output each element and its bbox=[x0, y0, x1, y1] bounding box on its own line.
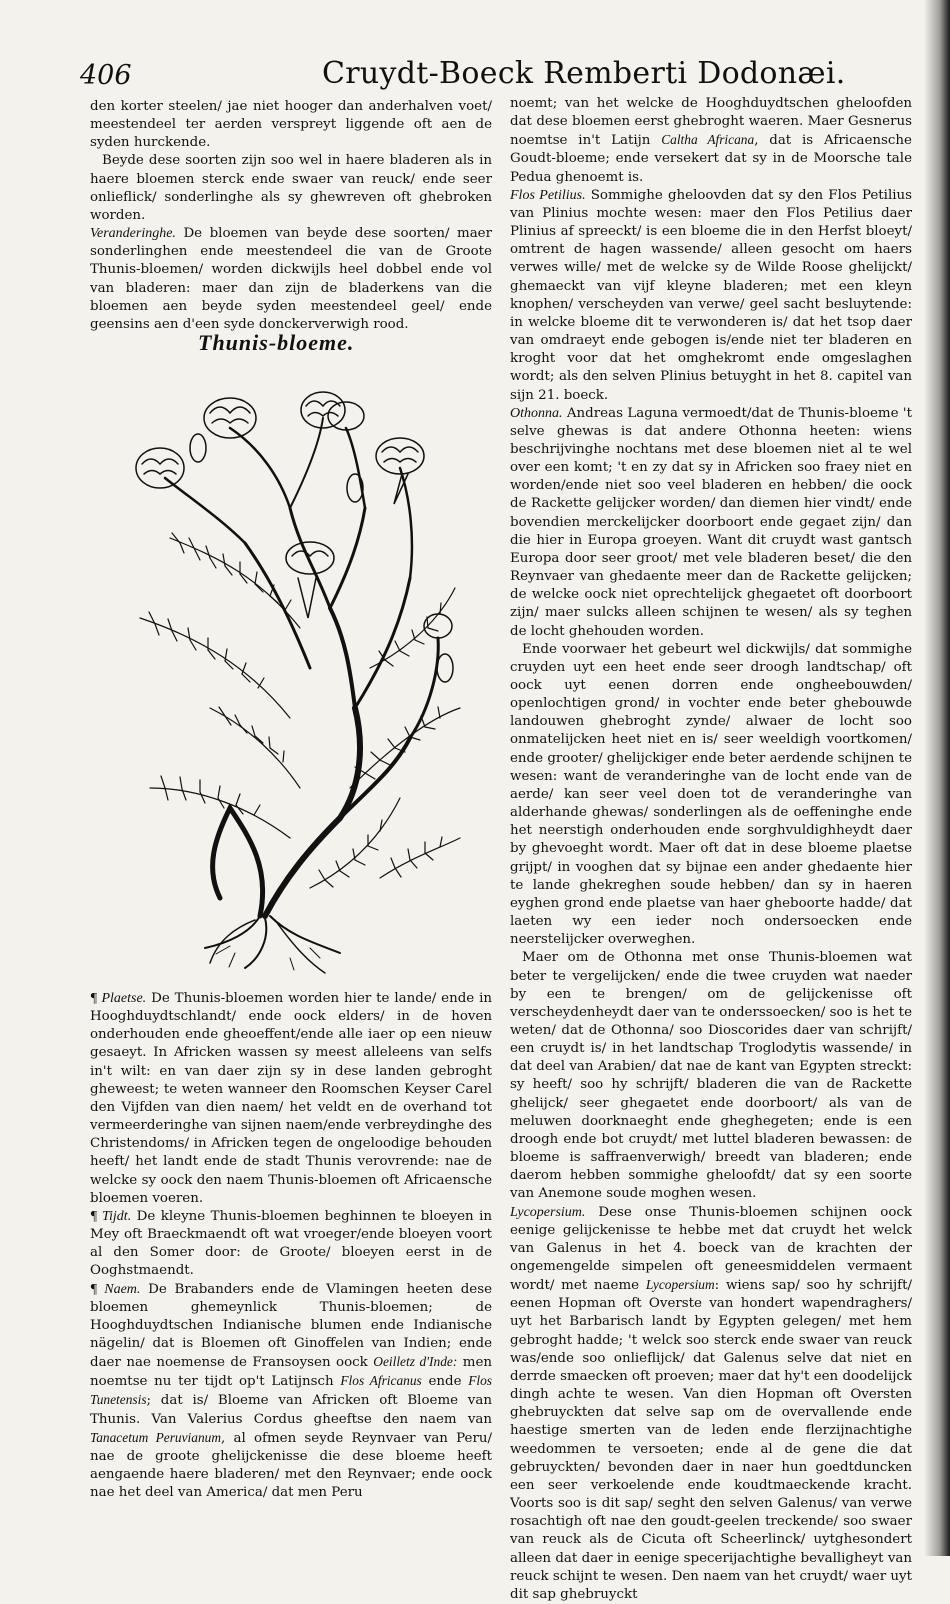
running-head: Cruydt-Boeck Remberti Dodonæi. bbox=[322, 56, 846, 91]
paragraph-maer-om: Maer om de Othonna met onse Thunis-bloemen wat beter te vergelijcken/ ende die twee cruyden wat naeder by een te brengen/ om de gelijckenisse oft verscheydenheydt daer van te onderssoecken/ soo is het te weten/ dat de Othonna/ soo Dioscorides daer van schrijft/ een cruydt is/ in het landtschap Troglodytis wassende/ in dat deel van Arabien/ dat nae de kant van Egypten streckt: sy heeft/ soo hy schrijft/ bladeren die van de Rackette ghelijck/ seer ghegaetet ende doorboort/ als van de meluwen doorknaeght ende gheghegeten; ende is een droogh ende bot cruydt/ met luttel bladeren bewassen: de bloeme is saffraenverwigh/ breedt van bladeren; ende daerom hebben sommighe gheloofdt/ dat sy een soorte van Anemone soude moghen wesen. bbox=[510, 950, 912, 1202]
paragraph-intro bbox=[510, 95, 912, 187]
paragraph-ende-voorwaer: Ende voorwaer het gebeurt wel dickwijls/ dat sommighe cruyden uyt een heet ende seer droogh landtschap/ oft oock uyt eenen dorren ende ongheebouwden/ openlochtigen grond/ in vochter ende beter ghebouwde landouwen ghebroght zynde/ alwaer de locht soo onmatelijcken heet niet en is/ seer weeldigh voortkomen/ ende grooter/ ghelijckiger ende beter aerdende schijnen te wesen: want de veranderinghe van de locht ende van de aerde/ kan seer veel doen tot de veranderinghe van alderhande ghewas/ sonderlingen als de oeffeninghe ende het neerstigh onderhouden ende sorghvuldighheydt daer by ghevoeght wordt. Maer oft dat in dese bloeme plaetse grijpt/ in vooghen dat sy bijnae een ander ghedaente hier te lande ghekreghen soude hebben/ dan sy in haeren eyghen grond ende plaetse van haer gheboorte hadde/ dat laeten wy een ieder noch ondersoecken ende neerstelijcker overweghen. bbox=[510, 641, 912, 948]
lycopersium-text-2: : wiens sap/ soo hy schrijft/ eenen Hopman oft Overste van hondert wapendraghers/ uyt het Barbarisch landt by Egypten gelegen/ met hem gebroght hadde; 't welck soo sterck ende swaer van reuck was/ende soo onlieflijck/ dat Galenus selve dat niet en derrde smaecken oft proeven; maer dat hy't een doodelijck dingh achte te wesen. Van dien Hopman oft Oversten ghebruyckten dat selve sap om de overvallende ende haestige smerten van de leden ende flerzijnachtighe weedommen te versoeten; ende al de gene die dat gebruyckten/ bevonden daer in naer hun goedtduncken een seer verkoelende ende koudtmaeckende kracht. Voorts soo is dit sap/ seght den selven Galenus/ van verwe rosachtigh oft nae den goudt-geelen treckende/ soo swaer van reuck als de Cicuta oft Scheerlinck/ uytghesondert alleen dat daer in eenige specerijachtighe bevalligheyt van reuck schijnt te wesen. Den naem van het cruydt/ waer uyt dit sap ghebruyckt bbox=[510, 1278, 912, 1602]
intro-text-2: , dat is Africaensche Goudt-bloeme; ende versekert dat sy in de Moorsche tale Pedua ghenoemt is. bbox=[510, 133, 912, 185]
margin-label-othonna: Othonna. bbox=[510, 405, 563, 421]
margin-label-lycopersium: Lycopersium. bbox=[510, 1204, 586, 1220]
paragraph-plaetse bbox=[90, 990, 492, 1208]
paragraph-lycopersium bbox=[510, 1204, 912, 1604]
othonna-text: Andreas Laguna vermoedt/dat de Thunis-bloeme 't selve ghewas is dat andere Othonna heeten: wiens beschrijvinghe nochtans met dese bloemen niet al te wel over een komt; 't en zy dat sy in Africken soo fraey niet en worden/ende niet soo veel bladeren en hebben/ die oock de Rackette gelijcker worden/ dan diemen hier vindt/ ende bovendien merckelijcker doorboort ende gegaet zijn/ dan die hier in Europa groeyen. Want dit cruydt wast gantsch Europa door seer groot/ met vele bladeren beset/ die den Reynvaer van ghedaente meer dan de Rackette gelijcken; de welcke oock niet oprechtelijck ghegaetet oft doorboort zijn/ maer sulcks alleen schijnen te wesen/ als sy teghen de locht ghehouden worden. bbox=[510, 405, 912, 639]
naem-text-1: De Brabanders ende de Vlamingen heeten dese bloemen ghemeynlick Thunis-bloemen; de Hooghduydtschen Indianische blumen ende Indianische nägelin/ dat is Bloemen oft Ginoffelen van Indien; ende daer nae noemense de Fransoysen oock bbox=[90, 1281, 492, 1371]
margin-label-flos-petilius: Flos Petilius. bbox=[510, 187, 586, 203]
paragraph-smell: Beyde dese soorten zijn soo wel in haere bladeren als in haere bloemen sterck ende swaer van reuck/ ende seer onlieflick/ sonderlinghe als sy ghewreven oft ghebroken worden. bbox=[90, 153, 492, 223]
latin-name-flos-africanus: Flos Africanus bbox=[340, 1373, 422, 1389]
plaetse-text: De Thunis-bloemen worden hier te lande/ ende in Hooghduydtschlandt/ ende oock elders/ in de hoven onderhouden ende gheoeffent/ende alle iaer op een nieuw gesaeyt. In Africken wassen sy meest alleleens van selfs in't wilt: en van daer zijn sy in dese landen gebroght gheweest; te weten wanneer den Roomschen Keyser Carel den Vijfden van dien naem/ het veldt en de overhand tot vermeerderinghe van sijnen naem/ende verbreydinghe des Christendoms/ in Africken tegen de ongeloodige behouden heeft/ het landt ende de stadt Thunis verovrende: nae de welcke sy oock den naem Thunis-bloemen oft Africaensche bloemen voeren. bbox=[90, 991, 492, 1206]
left-column-top bbox=[90, 98, 492, 334]
margin-label-veranderinghe: Veranderinghe. bbox=[90, 226, 176, 242]
margin-label-plaetse: ¶ Plaetse. bbox=[90, 991, 147, 1006]
naem-text-4: ; dat is/ Bloeme van Africken oft Bloeme van Thunis. Van Valerius Cordus gheeftse den naem van bbox=[90, 1393, 492, 1427]
flos-petilius-text: Sommighe gheloovden dat sy den Flos Petilius van Plinius mochte wesen: maer den Flos Petilius daer Plinius af spreeckt/ is een bloeme die in den Herfst bloeyt/ omtrent de hagen wassende/ alleen gesocht om haers verwes wille/ met de welcke sy de Wilde Roose ghelijckt/ ghemaeckt van vijf kleyne bladeren; met een kleyn knophen/ verscheyden van verwe/ geel sacht besluytende: in welcke bloeme dit te verwonderen is/ dat het tsop daer van omdraeyt ende gebogen is/ende niet ter bladeren en kroght voor dat het omghekromt ende omgeslaghen wordt; als den selven Plinius betuyght in het 8. capitel van sijn 21. boeck. bbox=[510, 187, 913, 403]
marigold-woodcut-illustration bbox=[110, 368, 482, 986]
paragraph-flos-petilius bbox=[510, 187, 912, 405]
naem-text-2: men noemtse nu ter tijdt op't Latijnsch bbox=[90, 1355, 493, 1390]
paragraph-othonna bbox=[510, 405, 912, 641]
right-column bbox=[510, 95, 912, 1604]
page-edge-shadow bbox=[924, 0, 950, 1556]
latin-name-oeilletz: Oeilletz d'Inde: bbox=[373, 1354, 458, 1370]
paragraph-naem bbox=[90, 1281, 492, 1503]
naem-text-5: , al ofmen seyde Reynvaer van Peru/ nae de groote ghelijckenisse die dese bloeme heeft aengaende haere bladeren/ met den Reynvaer; ende oock nae het deel van America/ dat men Peru bbox=[90, 1430, 493, 1501]
intro-text-1: noemt; van het welcke de Hooghduydtschen gheloofden dat dese bloemen eerst ghebroght waeren. Maer Gesnerus noemtse in't Latijn bbox=[510, 96, 912, 149]
latin-name-flos-tunetensis: Flos Tunetensis bbox=[90, 1373, 492, 1408]
page-number: 406 bbox=[80, 60, 132, 91]
paragraph-stems: den korter steelen/ jae niet hooger dan anderhalven voet/ meestendeel ter aerden verspreyt liggende oft aen de syden hurckende. bbox=[90, 99, 492, 151]
margin-label-tijdt: ¶ Tijdt. bbox=[90, 1208, 132, 1224]
lycopersium-text-1: Dese onse Thunis-bloemen schijnen oock eenige gelijckenisse te hebbe met dat cruydt het welck van Galenus in het 4. boeck van de krachten der ongemengelde simpelen oft geneesmiddelen vermaent wordt/ met naeme bbox=[510, 1204, 912, 1294]
latin-name-caltha: Caltha Africana bbox=[661, 132, 755, 148]
paragraph-veranderinghe bbox=[90, 225, 492, 334]
page-header bbox=[80, 56, 900, 96]
left-column-bottom bbox=[90, 990, 492, 1502]
latin-name-lycopersium: Lycopersium bbox=[645, 1277, 715, 1293]
margin-label-naem: ¶ Naem. bbox=[90, 1281, 141, 1297]
veranderinghe-text: De bloemen van beyde dese soorten/ maer sonderlinghen ende meestendeel die van de Groote Thunis-bloemen/ worden dickwijls heel dobbel ende vol van bladeren: maer dan zijn de bladerkens van die bloemen aen beyde syden meestendeel geel/ ende geensins aen d'een syde donckerverwigh rood. bbox=[90, 226, 492, 332]
tijdt-text: De kleyne Thunis-bloemen beghinnen te bloeyen in Mey oft Braeckmaendt oft wat vroeger/ende bloeyen voort al den Somer door: de Groote/ bloeyen eerst in de Ooghstmaendt. bbox=[90, 1208, 492, 1279]
naem-text-3: ende bbox=[428, 1374, 462, 1390]
paragraph-tijdt bbox=[90, 1208, 492, 1281]
latin-name-tanacetum: Tanacetum Peruvianum bbox=[90, 1429, 222, 1445]
section-title: Thunis-bloeme. bbox=[198, 330, 355, 355]
